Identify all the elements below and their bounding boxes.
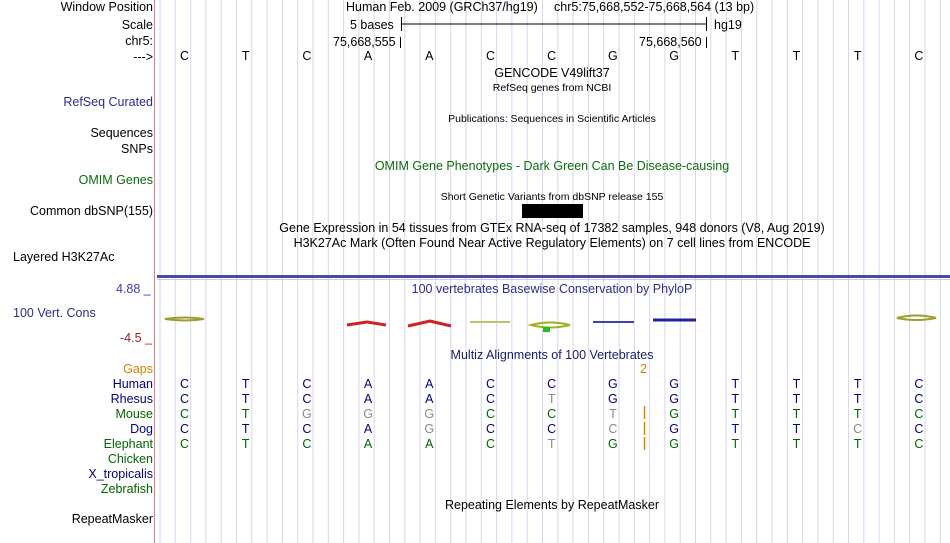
omim-track-label[interactable]: OMIM Genes [78, 173, 153, 187]
aligned-base: C [914, 437, 924, 451]
gencode-track-title[interactable]: GENCODE V49lift37 [494, 66, 610, 80]
aligned-base: T [241, 422, 250, 436]
aligned-base: G [608, 437, 618, 451]
refseq-track-label[interactable]: RefSeq Curated [63, 95, 153, 109]
aligned-base: T [241, 437, 250, 451]
aligned-base: C [302, 422, 312, 436]
aligned-base: T [241, 377, 250, 391]
dbsnp-track-title[interactable]: Short Genetic Variants from dbSNP release 155 [440, 191, 664, 203]
gtex-track-title[interactable]: Gene Expression in 54 tissues from GTEx RNA-seq of 17382 samples, 948 donors (V8, Aug 2019) [279, 221, 825, 235]
gaps-value: 2 [640, 362, 647, 376]
h3k27ac-track-title[interactable]: H3K27Ac Mark (Often Found Near Active Regulatory Elements) on 7 cell lines from ENCODE [293, 236, 811, 250]
h3k27ac-track-label[interactable]: Layered H3K27Ac [13, 250, 115, 264]
aligned-base: C [485, 377, 496, 391]
aligned-base: G [669, 407, 679, 421]
species-label-rhesus[interactable]: Rhesus [110, 392, 153, 406]
reference-base: C [179, 49, 190, 63]
aligned-base: A [425, 437, 434, 451]
aligned-base: T [241, 407, 250, 421]
aligned-base: A [363, 422, 373, 436]
reference-base: A [363, 49, 373, 63]
sequences-track-label[interactable]: Sequences [90, 126, 153, 140]
aligned-base: G [302, 407, 312, 421]
aligned-base: C [914, 422, 924, 436]
aligned-base: C [179, 422, 190, 436]
aligned-base: C [485, 392, 496, 406]
aligned-base: C [179, 407, 190, 421]
aligned-base: G [669, 392, 679, 406]
aligned-base: A [425, 377, 434, 391]
species-label-chicken[interactable]: Chicken [107, 452, 153, 466]
aligned-base: T [547, 437, 556, 451]
aligned-base: A [363, 437, 373, 451]
aligned-base: C [179, 437, 190, 451]
species-label-elephant[interactable]: Elephant [103, 437, 153, 451]
aligned-base: T [731, 377, 740, 391]
reference-base: T [241, 49, 250, 63]
chromosome-label: chr5: [125, 34, 153, 48]
scale-label: Scale [121, 18, 153, 32]
species-label-human[interactable]: Human [112, 377, 153, 391]
dbsnp-track-label[interactable]: Common dbSNP(155) [30, 204, 153, 218]
aligned-base: A [425, 392, 434, 406]
aligned-base: C [547, 377, 557, 391]
reference-base: C [302, 49, 312, 63]
conservation-min-value: -4.5 _ [120, 331, 152, 345]
window-position-label: Window Position [60, 0, 153, 14]
omim-track-title[interactable]: OMIM Gene Phenotypes - Dark Green Can Be Disease-causing [374, 159, 730, 173]
species-label-zebrafish[interactable]: Zebrafish [100, 482, 153, 496]
reference-base: T [792, 49, 801, 63]
scale-value: 5 bases [350, 18, 394, 32]
aligned-base: T [792, 437, 801, 451]
aligned-base: C [485, 437, 496, 451]
aligned-base: T [792, 392, 801, 406]
repeatmasker-track-label[interactable]: RepeatMasker [71, 512, 153, 526]
aligned-base: C [547, 407, 557, 421]
aligned-base: T [731, 422, 740, 436]
aligned-base: G [669, 422, 679, 436]
aligned-base: T [792, 377, 801, 391]
aligned-base: T [547, 392, 556, 406]
reference-base: T [731, 49, 740, 63]
species-label-x_tropicalis[interactable]: X_tropicalis [88, 467, 153, 481]
aligned-base: C [302, 392, 312, 406]
aligned-base: T [731, 437, 740, 451]
aligned-base: C [179, 377, 190, 391]
gaps-label: Gaps [123, 362, 153, 376]
aligned-base: T [853, 407, 862, 421]
aligned-base: G [669, 437, 679, 451]
aligned-base: G [669, 377, 679, 391]
reference-base: T [853, 49, 862, 63]
coordinate-left: 75,668,555 [333, 35, 396, 49]
aligned-base: T [792, 407, 801, 421]
aligned-base: T [853, 437, 862, 451]
aligned-base: C [608, 422, 618, 436]
species-label-dog[interactable]: Dog [130, 422, 153, 436]
conservation-track-label[interactable]: 100 Vert. Cons [13, 306, 96, 320]
aligned-base: G [424, 407, 435, 421]
species-label-mouse[interactable]: Mouse [115, 407, 153, 421]
aligned-base: C [302, 437, 312, 451]
aligned-base: T [731, 407, 740, 421]
reference-base: G [608, 49, 618, 63]
reference-base: A [425, 49, 434, 63]
aligned-base: C [179, 392, 190, 406]
publications-track-title[interactable]: Publications: Sequences in Scientific Articles [448, 113, 656, 125]
multiz-track-title[interactable]: Multiz Alignments of 100 Vertebrates [450, 348, 654, 362]
coordinate-right: 75,668,560 [639, 35, 702, 49]
aligned-base: A [363, 392, 373, 406]
aligned-base: T [853, 392, 862, 406]
assembly-name[interactable]: Human Feb. 2009 (GRCh37/hg19) [346, 0, 538, 14]
aligned-base: T [731, 392, 740, 406]
aligned-base: T [241, 392, 250, 406]
repeatmasker-track-title[interactable]: Repeating Elements by RepeatMasker [444, 498, 660, 512]
reference-base: C [485, 49, 496, 63]
database-name: hg19 [714, 18, 742, 32]
aligned-base: C [914, 407, 924, 421]
reference-base: C [914, 49, 924, 63]
aligned-base: C [914, 392, 924, 406]
refseq-track-title[interactable]: RefSeq genes from NCBI [492, 82, 612, 94]
aligned-base: A [363, 377, 373, 391]
aligned-base: C [547, 422, 557, 436]
conservation-max-value: 4.88 _ [116, 282, 151, 296]
aligned-base: C [914, 377, 924, 391]
aligned-base: C [302, 377, 312, 391]
aligned-base: C [853, 422, 863, 436]
aligned-base: G [608, 392, 618, 406]
aligned-base: T [609, 407, 617, 421]
aligned-base: G [363, 407, 373, 421]
snps-track-label[interactable]: SNPs [121, 142, 153, 156]
reference-base: C [547, 49, 557, 63]
aligned-base: T [853, 377, 862, 391]
strand-label: ---> [133, 50, 153, 64]
aligned-base: G [424, 422, 435, 436]
aligned-base: T [792, 422, 801, 436]
aligned-base: C [485, 407, 496, 421]
conservation-track-title[interactable]: 100 vertebrates Basewise Conservation by PhyloP [411, 282, 693, 296]
aligned-base: G [608, 377, 618, 391]
window-position[interactable]: chr5:75,668,552-75,668,564 (13 bp) [554, 0, 755, 14]
reference-base: G [669, 49, 679, 63]
aligned-base: C [485, 422, 496, 436]
